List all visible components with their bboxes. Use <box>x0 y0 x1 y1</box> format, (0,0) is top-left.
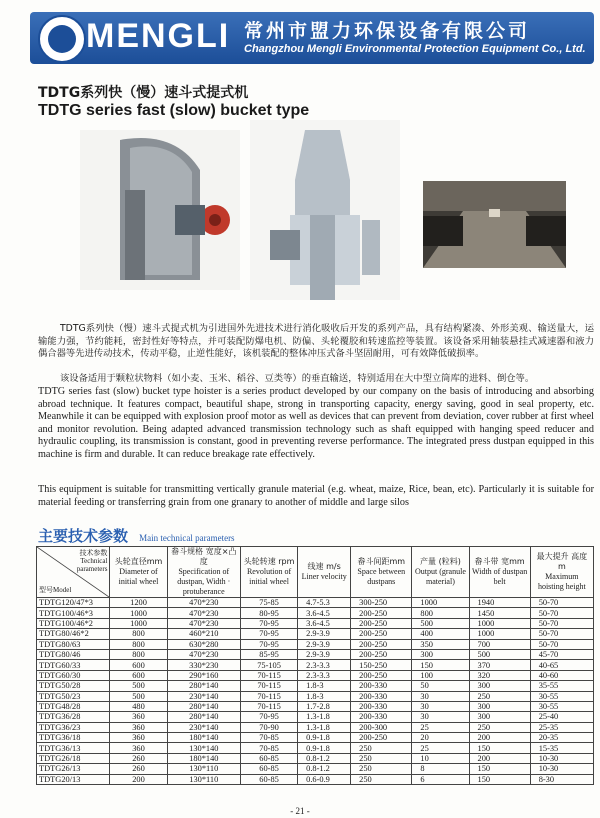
table-cell: 470*230 <box>167 618 240 628</box>
table-cell: 25-40 <box>530 712 593 722</box>
column-header-cn: 头轮直径mm <box>114 557 163 566</box>
table-cell: 2.9-3.9 <box>298 629 351 639</box>
model-cell: TDTG60/33 <box>37 660 110 670</box>
table-cell: 200-250 <box>351 629 412 639</box>
table-cell: 700 <box>469 639 530 649</box>
column-header-cn: 线速 m/s <box>307 562 341 571</box>
table-cell: 0.9-1.8 <box>298 743 351 753</box>
table-cell: 250 <box>351 774 412 784</box>
model-cell: TDTG80/46 <box>37 649 110 659</box>
table-cell: 200 <box>469 733 530 743</box>
table-cell: 800 <box>110 649 167 659</box>
table-cell: 360 <box>110 722 167 732</box>
table-cell: 70-115 <box>241 691 298 701</box>
table-cell: 10 <box>412 753 469 763</box>
table-cell: 20-35 <box>530 733 593 743</box>
table-cell: 50-70 <box>530 608 593 618</box>
model-cell: TDTG36/13 <box>37 743 110 753</box>
table-cell: 280*140 <box>167 701 240 711</box>
table-cell: 50 <box>412 681 469 691</box>
table-cell: 800 <box>110 629 167 639</box>
table-cell: 330*230 <box>167 660 240 670</box>
corner-top-label: 技术参数Technical parameters <box>76 549 108 573</box>
table-row <box>37 733 594 743</box>
spec-section-title <box>38 525 235 546</box>
table-cell: 30-55 <box>530 691 593 701</box>
table-cell: 400 <box>412 629 469 639</box>
table-cell: 250 <box>469 691 530 701</box>
photo-elevator-head <box>80 130 240 290</box>
column-header <box>412 547 469 598</box>
spec-table <box>36 546 594 785</box>
table-cell: 70-115 <box>241 701 298 711</box>
table-cell: 600 <box>110 660 167 670</box>
table-cell: 85-95 <box>241 649 298 659</box>
table-cell: 150-250 <box>351 660 412 670</box>
table-cell: 200-330 <box>351 712 412 722</box>
table-cell: 45-70 <box>530 649 593 659</box>
table-cell: 10-30 <box>530 753 593 763</box>
table-row <box>37 701 594 711</box>
table-cell: 630*280 <box>167 639 240 649</box>
table-cell: 70-115 <box>241 670 298 680</box>
table-cell: 470*230 <box>167 608 240 618</box>
table-cell: 75-105 <box>241 660 298 670</box>
table-row <box>37 649 594 659</box>
table-cell: 350 <box>412 639 469 649</box>
intro-en: TDTG series fast (slow) bucket type hoister is a series product developed by our company on the basis of introducing and absorbing abroad technique. It features compact, beautiful shape, strong in transporting capacity, energy saving, good in seal property, etc. Meanwhile it can be equipped with explosion proof motor as well as devices that can prevent from deviation, cover rubber at first wheel and monitor revolution. Being adapted advanced transmission technology such as shaft equipped with hanging speed reducer and hydraulic coupling, its transmission is constant, good in preventing reverse performance. The integrated press dustpan equipped in this machine is firm and durable. It can reduce breakage rate effectively. <box>38 386 594 460</box>
table-cell: 180*140 <box>167 733 240 743</box>
table-cell: 0.8-1.2 <box>298 753 351 763</box>
table-cell: 460*210 <box>167 629 240 639</box>
column-header <box>167 547 240 598</box>
table-cell: 30-55 <box>530 701 593 711</box>
usage-cn: 该设备适用于颗粒状物料（如小麦、玉米、稻谷、豆类等）的垂直输送，特别适用在大中型立筒库的进料、倒仓等。 <box>60 373 535 384</box>
column-header-en: Output (granule material) <box>415 567 466 586</box>
table-cell: 470*230 <box>167 598 240 608</box>
column-header-en: Specification of dustpan, Width · protuberance <box>177 567 231 596</box>
table-row <box>37 764 594 774</box>
table-cell: 200-250 <box>351 649 412 659</box>
table-cell: 1000 <box>469 629 530 639</box>
table-row <box>37 618 594 628</box>
table-cell: 50-70 <box>530 598 593 608</box>
table-cell: 1450 <box>469 608 530 618</box>
column-header-en: Revolution of initial wheel <box>246 567 292 586</box>
table-row <box>37 629 594 639</box>
table-cell: 70-95 <box>241 712 298 722</box>
column-header <box>530 547 593 598</box>
table-cell: 1.8-3 <box>298 681 351 691</box>
model-cell: TDTG80/46*2 <box>37 629 110 639</box>
table-row <box>37 608 594 618</box>
column-header <box>351 547 412 598</box>
table-cell: 70-95 <box>241 639 298 649</box>
table-cell: 100 <box>412 670 469 680</box>
model-cell: TDTG50/23 <box>37 691 110 701</box>
table-cell: 8-30 <box>530 774 593 784</box>
table-cell: 470*230 <box>167 649 240 659</box>
table-row <box>37 598 594 608</box>
table-cell: 300-250 <box>351 598 412 608</box>
table-cell: 360 <box>110 712 167 722</box>
table-cell: 60-85 <box>241 764 298 774</box>
model-cell: TDTG100/46*3 <box>37 608 110 618</box>
model-cell: TDTG120/47*3 <box>37 598 110 608</box>
table-cell: 260 <box>110 753 167 763</box>
table-cell: 70-95 <box>241 618 298 628</box>
table-cell: 1940 <box>469 598 530 608</box>
company-logo-icon <box>38 15 86 63</box>
photo-elevator-casing <box>250 120 400 300</box>
column-header-en: Liner velocity <box>301 572 347 581</box>
column-header <box>110 547 167 598</box>
table-cell: 130*110 <box>167 774 240 784</box>
table-cell: 230*140 <box>167 722 240 732</box>
table-row <box>37 743 594 753</box>
table-cell: 320 <box>469 670 530 680</box>
table-cell: 290*160 <box>167 670 240 680</box>
model-cell: TDTG60/30 <box>37 670 110 680</box>
table-cell: 360 <box>110 743 167 753</box>
title-en: TDTG series fast (slow) bucket type <box>38 102 310 119</box>
table-cell: 230*140 <box>167 691 240 701</box>
table-cell: 250 <box>351 753 412 763</box>
table-cell: 200-300 <box>351 722 412 732</box>
table-cell: 1.7-2.8 <box>298 701 351 711</box>
table-cell: 150 <box>469 764 530 774</box>
column-header-en: Maximum hoisting height <box>537 572 586 591</box>
model-cell: TDTG36/28 <box>37 712 110 722</box>
table-cell: 300 <box>412 649 469 659</box>
intro-cn: TDTG系列快（慢）速斗式提式机为引进国外先进技术进行消化吸收后开发的系列产品，具有结构紧凑、外形美观、输送量大，运输能力强，节约能耗，密封性好等特点，并可装配防爆电机、防偏、头轮覆胶和转速监控等装置。该设备采用轴装悬挂式减速器和液力偶合器等先进传动技术，传动平稳，止逆性能好，该机装配的整体冲压式备斗坚固耐用，可有效降低破损率。 <box>38 323 594 359</box>
table-cell: 70-85 <box>241 743 298 753</box>
table-cell: 25 <box>412 722 469 732</box>
column-header-cn: 畚斗规格 宽度×凸度 <box>171 547 237 566</box>
table-cell: 300 <box>469 681 530 691</box>
column-header <box>241 547 298 598</box>
table-cell: 2.3-3.3 <box>298 660 351 670</box>
table-cell: 200-250 <box>351 733 412 743</box>
table-cell: 40-65 <box>530 660 593 670</box>
table-cell: 200-250 <box>351 618 412 628</box>
table-cell: 1000 <box>110 618 167 628</box>
model-cell: TDTG20/13 <box>37 774 110 784</box>
usage-en: This equipment is suitable for transmitting vertically granule material (e.g. wheat, maize, Rice, bean, etc). Particularly it is suitable for material feeding or transferring grain from one granary to another of middle and large silos <box>38 484 594 508</box>
column-header-en: Diameter of initial wheel <box>118 567 159 586</box>
table-cell: 70-85 <box>241 733 298 743</box>
table-cell: 30 <box>412 701 469 711</box>
table-cell: 35-55 <box>530 681 593 691</box>
table-cell: 2.9-3.9 <box>298 639 351 649</box>
table-cell: 50-70 <box>530 618 593 628</box>
spec-title-cn: 主要技术参数 <box>38 527 129 545</box>
model-cell: TDTG80/63 <box>37 639 110 649</box>
table-cell: 800 <box>412 608 469 618</box>
table-cell: 130*110 <box>167 764 240 774</box>
brand-name: MENGLI <box>86 17 231 55</box>
model-cell: TDTG100/46*2 <box>37 618 110 628</box>
column-header-en: Space between dustpans <box>357 567 406 586</box>
table-cell: 30 <box>412 712 469 722</box>
table-cell: 150 <box>469 774 530 784</box>
table-cell: 30 <box>412 691 469 701</box>
table-cell: 25-35 <box>530 722 593 732</box>
table-row <box>37 681 594 691</box>
table-cell: 200 <box>469 753 530 763</box>
table-cell: 50-70 <box>530 629 593 639</box>
table-row <box>37 753 594 763</box>
table-cell: 60-85 <box>241 753 298 763</box>
table-row <box>37 639 594 649</box>
table-cell: 1.8-3 <box>298 691 351 701</box>
table-cell: 1000 <box>412 598 469 608</box>
table-cell: 1.3-1.8 <box>298 722 351 732</box>
table-cell: 370 <box>469 660 530 670</box>
table-cell: 25 <box>412 743 469 753</box>
table-cell: 0.8-1.2 <box>298 764 351 774</box>
table-cell: 150 <box>469 743 530 753</box>
table-cell: 500 <box>110 681 167 691</box>
table-cell: 600 <box>110 670 167 680</box>
table-cell: 130*140 <box>167 743 240 753</box>
table-cell: 250 <box>469 722 530 732</box>
table-row <box>37 774 594 784</box>
table-cell: 0.9-1.8 <box>298 733 351 743</box>
table-cell: 70-95 <box>241 629 298 639</box>
table-row <box>37 722 594 732</box>
table-cell: 280*140 <box>167 681 240 691</box>
corner-bottom-label: 型号Model <box>39 586 72 594</box>
model-cell: TDTG48/28 <box>37 701 110 711</box>
table-cell: 200-330 <box>351 681 412 691</box>
table-cell: 150 <box>412 660 469 670</box>
table-cell: 360 <box>110 733 167 743</box>
table-cell: 200-330 <box>351 691 412 701</box>
table-cell: 500 <box>110 691 167 701</box>
page-number: - 21 - <box>290 806 310 816</box>
table-cell: 480 <box>110 701 167 711</box>
table-cell: 4.7-5.3 <box>298 598 351 608</box>
table-cell: 3.6-4.5 <box>298 608 351 618</box>
table-cell: 6 <box>412 774 469 784</box>
table-cell: 250 <box>351 743 412 753</box>
table-cell: 200-250 <box>351 670 412 680</box>
table-cell: 10-30 <box>530 764 593 774</box>
column-header-cn: 产量 (粒料) <box>420 557 461 566</box>
table-cell: 2.3-3.3 <box>298 670 351 680</box>
table-cell: 200-250 <box>351 608 412 618</box>
table-cell: 250 <box>351 764 412 774</box>
model-cell: TDTG36/23 <box>37 722 110 732</box>
column-header-cn: 最大提升 高度m <box>536 552 588 571</box>
table-cell: 50-70 <box>530 639 593 649</box>
table-cell: 0.6-0.9 <box>298 774 351 784</box>
table-cell: 70-115 <box>241 681 298 691</box>
model-cell: TDTG26/13 <box>37 764 110 774</box>
model-cell: TDTG26/18 <box>37 753 110 763</box>
table-cell: 75-85 <box>241 598 298 608</box>
column-header-en: Width of dustpan belt <box>471 567 528 586</box>
table-cell: 260 <box>110 764 167 774</box>
table-cell: 200 <box>110 774 167 784</box>
table-cell: 200-330 <box>351 701 412 711</box>
table-cell: 3.6-4.5 <box>298 618 351 628</box>
table-cell: 200-250 <box>351 639 412 649</box>
table-cell: 1000 <box>110 608 167 618</box>
table-cell: 15-35 <box>530 743 593 753</box>
table-cell: 280*140 <box>167 712 240 722</box>
column-header <box>469 547 530 598</box>
table-cell: 500 <box>412 618 469 628</box>
table-cell: 180*140 <box>167 753 240 763</box>
column-header <box>298 547 351 598</box>
table-cell: 8 <box>412 764 469 774</box>
table-cell: 1000 <box>469 618 530 628</box>
title-cn: TDTG系列快（慢）速斗式提式机 <box>38 85 249 101</box>
corner-header <box>37 547 110 598</box>
table-cell: 80-95 <box>241 608 298 618</box>
table-row <box>37 712 594 722</box>
table-cell: 1200 <box>110 598 167 608</box>
table-cell: 40-60 <box>530 670 593 680</box>
table-cell: 1.3-1.8 <box>298 712 351 722</box>
table-cell: 500 <box>469 649 530 659</box>
table-header-row <box>37 547 594 598</box>
table-cell: 2.9-3.9 <box>298 649 351 659</box>
column-header-cn: 头轮转速 rpm <box>243 557 295 566</box>
spec-title-en: Main technical parameters <box>139 533 235 543</box>
table-cell: 20 <box>412 733 469 743</box>
column-header-cn: 畚斗带 宽mm <box>474 557 525 566</box>
model-cell: TDTG36/18 <box>37 733 110 743</box>
table-row <box>37 670 594 680</box>
table-cell: 300 <box>469 712 530 722</box>
table-row <box>37 660 594 670</box>
column-header-cn: 畚斗间距mm <box>357 557 406 566</box>
table-cell: 800 <box>110 639 167 649</box>
table-row <box>37 691 594 701</box>
company-name-en: Changzhou Mengli Environmental Protection Equipment Co., Ltd. <box>244 43 586 55</box>
spec-table-body <box>37 598 594 785</box>
table-cell: 70-90 <box>241 722 298 732</box>
table-cell: 300 <box>469 701 530 711</box>
model-cell: TDTG50/28 <box>37 681 110 691</box>
table-cell: 60-85 <box>241 774 298 784</box>
photo-installation-site <box>423 181 566 268</box>
company-name-cn: 常州市盟力环保设备有限公司 <box>244 20 531 42</box>
